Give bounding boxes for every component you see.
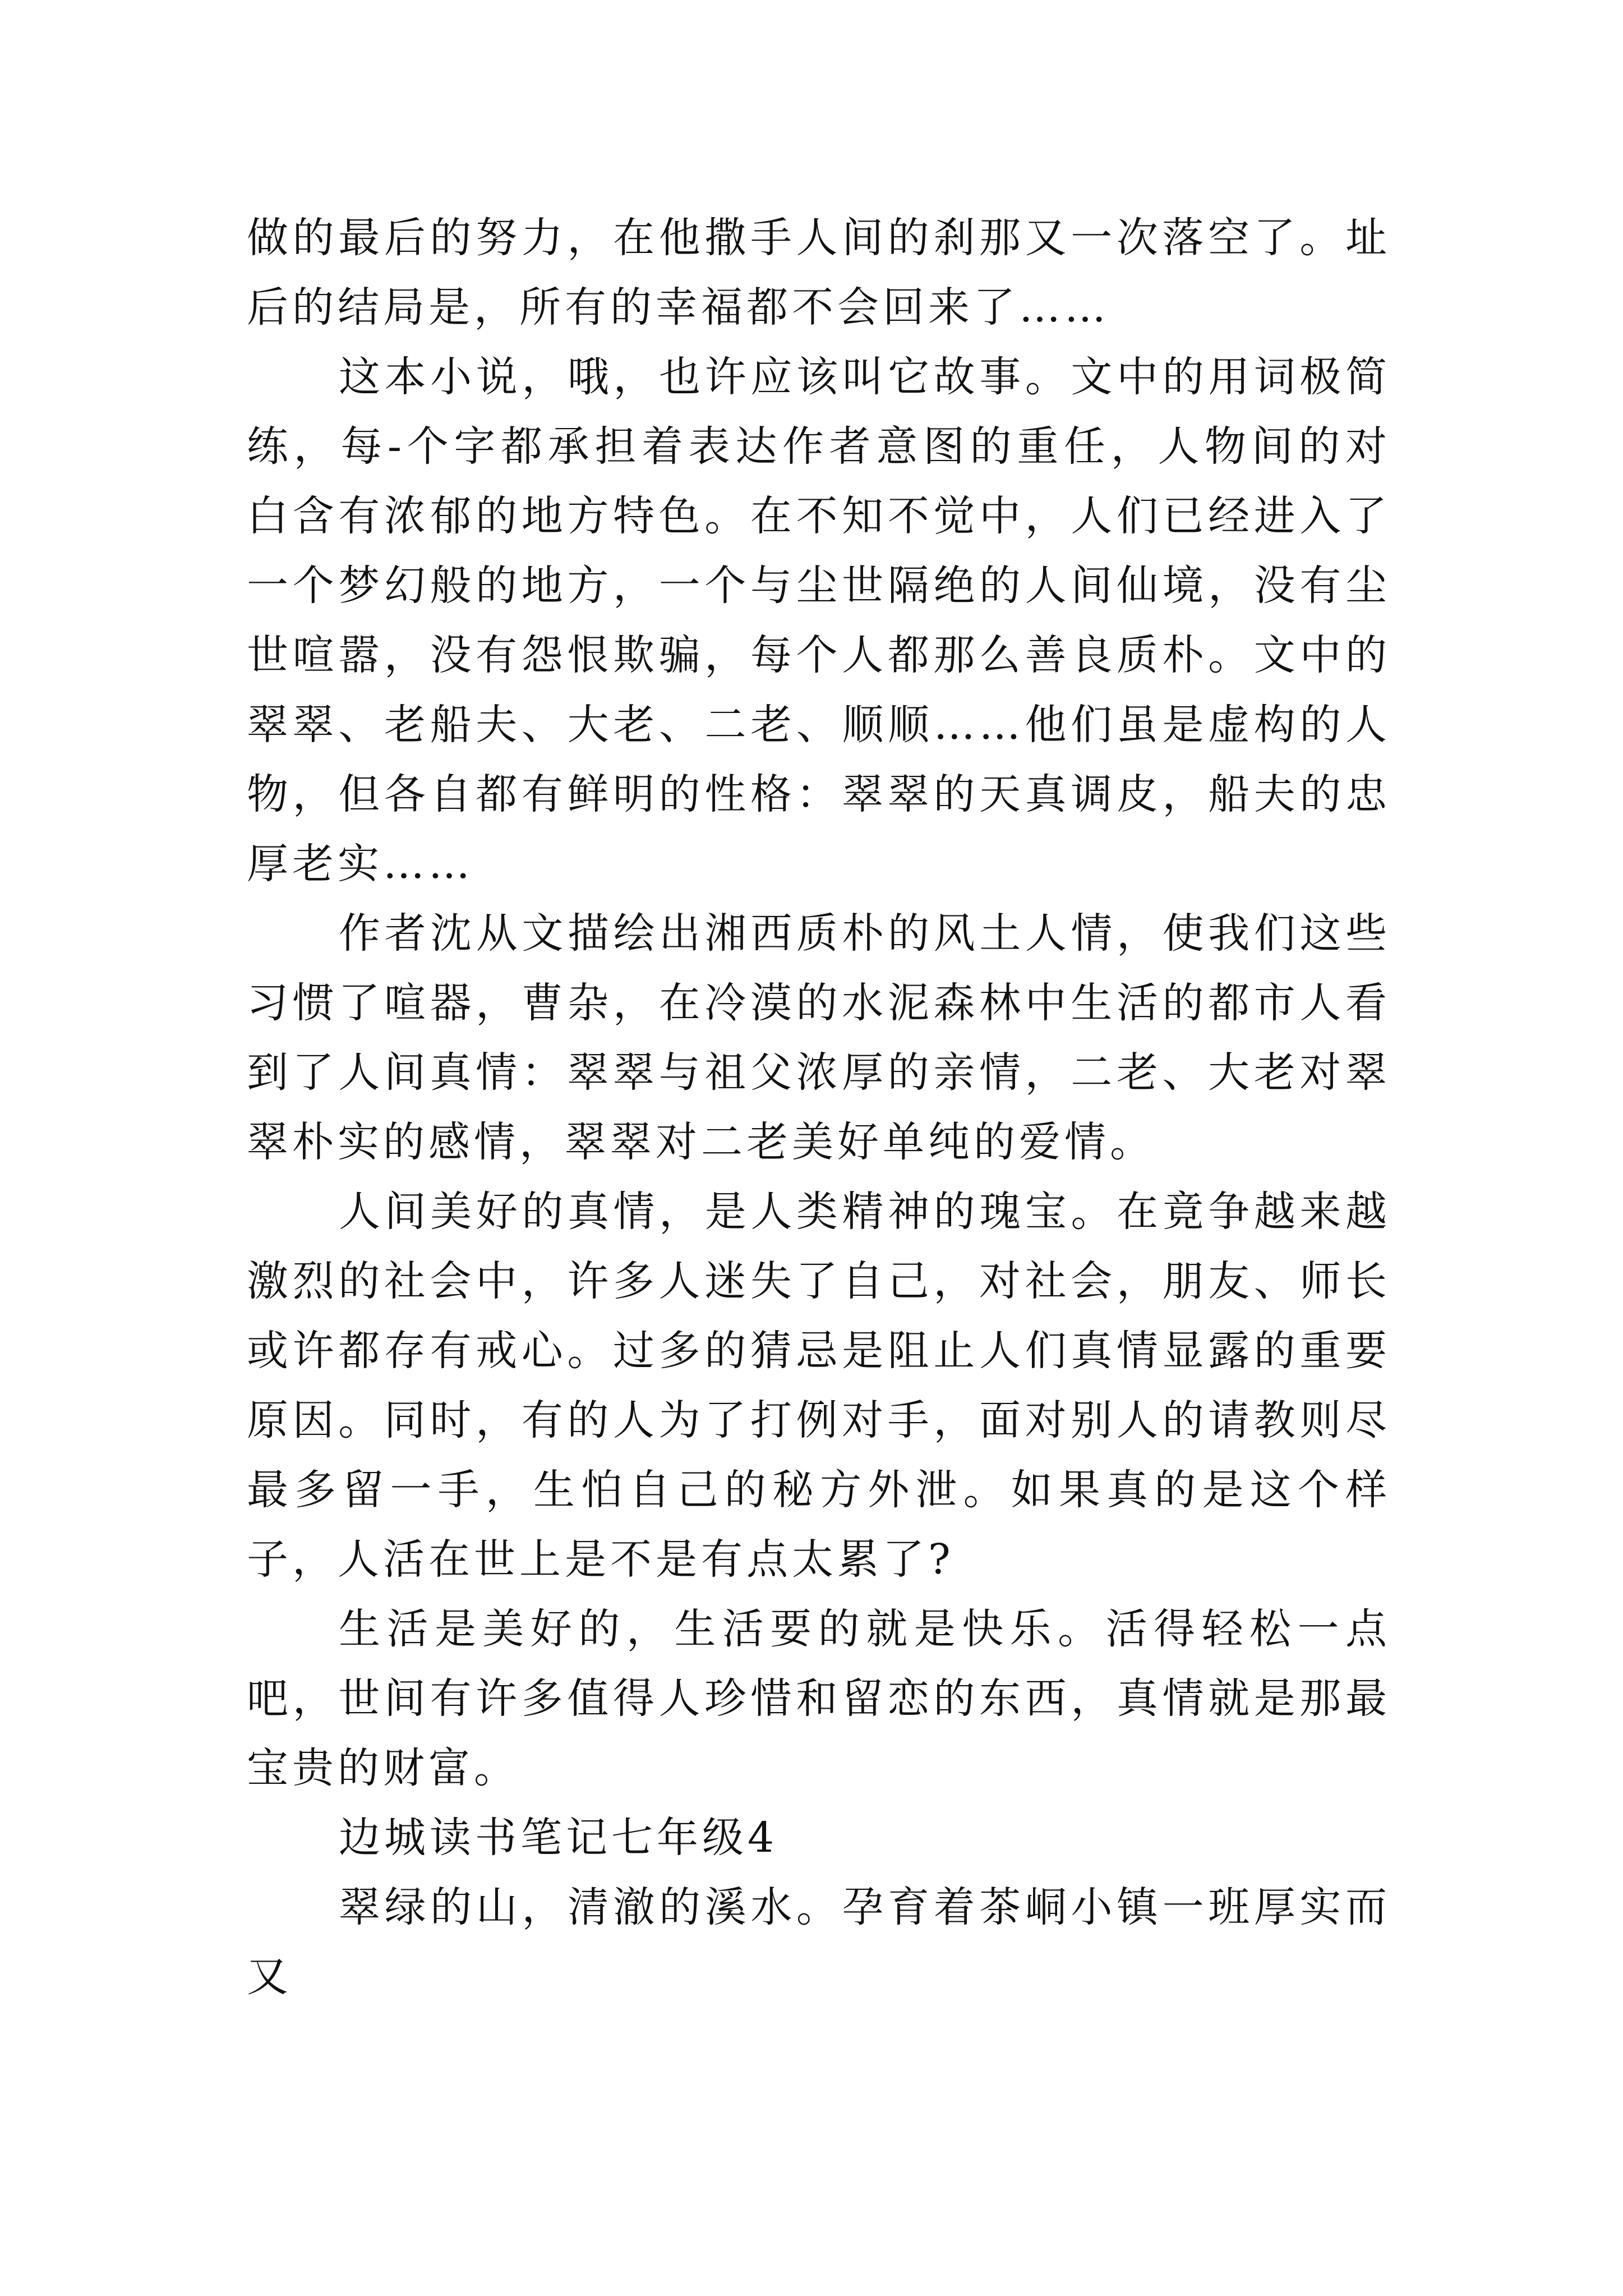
- paragraph-author-description: 作者沈从文描绘出湘西质朴的风土人情，使我们这些习惯了喧器，曹杂，在冷漠的水泥森林中生活的都市人看到了人间真情：翠翠与祖父浓厚的亲情，二老、大老对翠翠朴实的感情，翠翠对二老美好单纯的爱情。: [247, 909, 1391, 1166]
- document-body: [247, 203, 1391, 2012]
- section-heading: 边城读书笔记七年级4: [339, 1814, 778, 1862]
- paragraph-human-feelings: 人间美好的真情，是人类精神的瑰宝。在竟争越来越激烈的社会中，许多人迷失了自己，对社会，朋友、师长或许都存有戒心。过多的猜忌是阻止人们真情显露的重要原因。同时，有的人为了打例对手，面对别人的请教则尽最多留一手，生怕自己的秘方外泄。如果真的是这个样子，人活在世上是不是有点太累了?: [247, 1188, 1391, 1584]
- paragraph-continuation: 做的最后的努力，在他撒手人间的刹那又一次落空了。址后的结局是，所有的幸福都不会回来了……: [247, 214, 1391, 332]
- paragraph-life-is-beautiful: 生活是美好的，生活要的就是快乐。活得轻松一点吧，世间有许多值得人珍惜和留恋的东西，真情就是那最宝贵的财富。: [247, 1605, 1391, 1792]
- paragraph-novel-style: 这本小说，哦，也许应该叫它故事。文中的用词极简练，每-个字都承担着表达作者意图的重任，人物间的对白含有浓郁的地方特色。在不知不觉中，人们已经进入了一个梦幻般的地方，一个与尘世隔绝的人间仙境，没有尘世喧嚣，没有怨恨欺骗，每个人都那么善良质朴。文中的翠翠、老船夫、大老、二老、顺顺……他们虽是虚构的人物，但各自都有鲜明的性格：翠翠的天真调皮，船夫的忠厚老实……: [247, 353, 1391, 888]
- paragraph-opening-next-section: 翠绿的山，清澈的溪水。孕育着茶峒小镇一班厚实而又: [247, 1883, 1391, 2001]
